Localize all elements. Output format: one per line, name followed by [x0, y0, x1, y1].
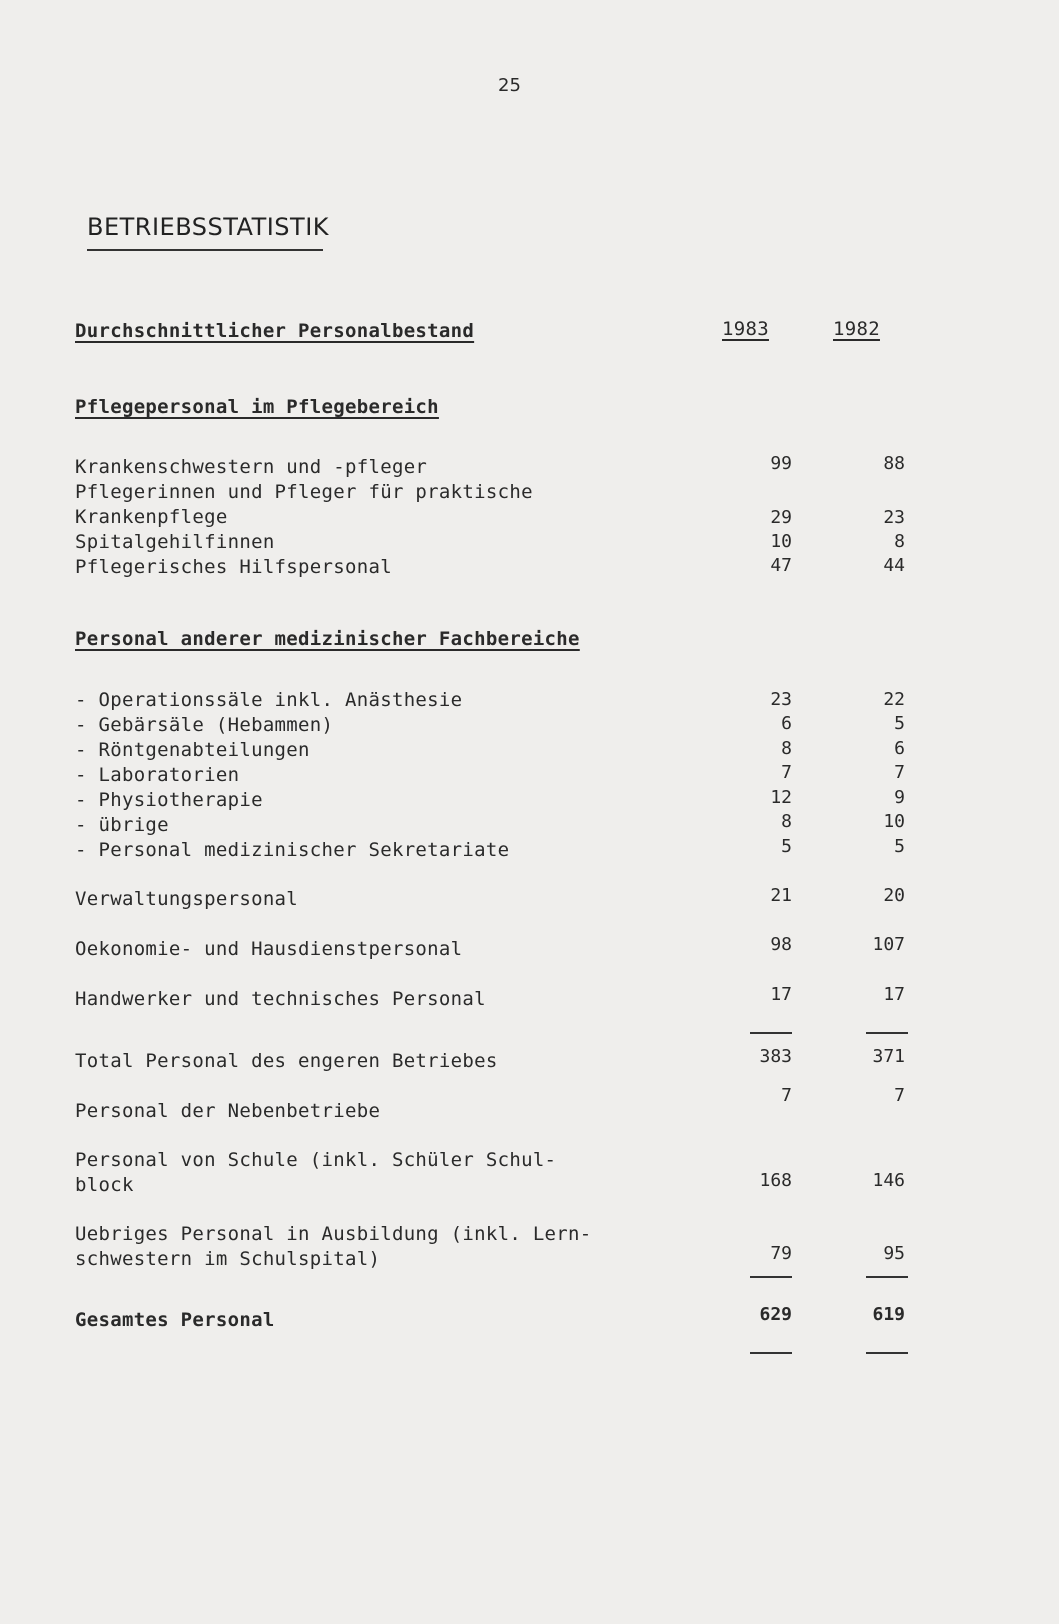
grand-total-rule: [750, 1352, 792, 1354]
row-label: - Physiotherapie: [75, 789, 263, 811]
value-1983: 5: [781, 836, 792, 857]
value-1982: 7: [894, 762, 905, 783]
row-label: - Operationssäle inkl. Anästhesie: [75, 689, 463, 711]
value-1983: 17: [770, 984, 792, 1005]
value-1983: 6: [781, 713, 792, 734]
page-title: BETRIEBSSTATISTIK: [87, 213, 330, 241]
value-1983: 98: [770, 934, 792, 955]
value-1983: 7: [781, 762, 792, 783]
value-1983: 29: [770, 507, 792, 528]
row-label-continued: schwestern im Schulspital): [75, 1248, 381, 1270]
value-1982: 8: [894, 531, 905, 552]
value-1983: 7: [781, 1085, 792, 1106]
row-label: Personal von Schule (inkl. Schüler Schul-: [75, 1149, 557, 1171]
row-label: Krankenschwestern und -pfleger: [75, 456, 428, 478]
year-1983-header: 1983: [722, 318, 769, 340]
row-label: - Laboratorien: [75, 764, 240, 786]
value-1983: 79: [770, 1243, 792, 1264]
value-1983: 10: [770, 531, 792, 552]
table-header-label: Durchschnittlicher Personalbestand: [75, 320, 475, 342]
row-label: Oekonomie- und Hausdienstpersonal: [75, 938, 463, 960]
row-label-continued: Krankenpflege: [75, 506, 228, 528]
row-label: - Röntgenabteilungen: [75, 739, 310, 761]
value-1983: 168: [759, 1170, 792, 1191]
section-heading-medizin: Personal anderer medizinischer Fachbereiche: [75, 628, 580, 650]
row-label: Verwaltungspersonal: [75, 888, 299, 910]
value-1982: 9: [894, 787, 905, 808]
grand-total-label: Gesamtes Personal: [75, 1309, 275, 1331]
total-rule: [750, 1276, 792, 1278]
value-1982: 88: [883, 453, 905, 474]
value-1982: 7: [894, 1085, 905, 1106]
value-1982: 6: [894, 738, 905, 759]
value-1983: 21: [770, 885, 792, 906]
value-1983: 8: [781, 738, 792, 759]
section-heading-pflege: Pflegepersonal im Pflegebereich: [75, 396, 439, 418]
row-label: Handwerker und technisches Personal: [75, 988, 486, 1010]
subtotal-rule: [866, 1032, 908, 1034]
row-label: Uebriges Personal in Ausbildung (inkl. Lern-: [75, 1223, 592, 1245]
value-1982: 5: [894, 713, 905, 734]
total-1982: 371: [872, 1046, 905, 1067]
page-number: 25: [498, 75, 521, 96]
value-1982: 17: [883, 984, 905, 1005]
title-underline: [87, 249, 323, 251]
value-1982: 10: [883, 811, 905, 832]
row-label: - übrige: [75, 814, 169, 836]
total-rule: [866, 1276, 908, 1278]
grand-total-1982: 619: [872, 1304, 905, 1325]
row-label: Pflegerisches Hilfspersonal: [75, 556, 392, 578]
value-1982: 44: [883, 555, 905, 576]
total-label: Total Personal des engeren Betriebes: [75, 1050, 498, 1072]
value-1983: 8: [781, 811, 792, 832]
value-1982: 146: [872, 1170, 905, 1191]
grand-total-rule: [866, 1352, 908, 1354]
value-1983: 23: [770, 689, 792, 710]
row-label: - Personal medizinischer Sekretariate: [75, 839, 510, 861]
value-1982: 23: [883, 507, 905, 528]
value-1982: 107: [872, 934, 905, 955]
row-label: Personal der Nebenbetriebe: [75, 1100, 381, 1122]
value-1982: 95: [883, 1243, 905, 1264]
total-1983: 383: [759, 1046, 792, 1067]
value-1983: 99: [770, 453, 792, 474]
value-1983: 47: [770, 555, 792, 576]
value-1982: 5: [894, 836, 905, 857]
year-1982-header: 1982: [833, 318, 880, 340]
row-label: - Gebärsäle (Hebammen): [75, 714, 334, 736]
subtotal-rule: [750, 1032, 792, 1034]
value-1983: 12: [770, 787, 792, 808]
row-label: Pflegerinnen und Pfleger für praktische: [75, 481, 533, 503]
row-label-continued: block: [75, 1174, 134, 1196]
value-1982: 20: [883, 885, 905, 906]
row-label: Spitalgehilfinnen: [75, 531, 275, 553]
grand-total-1983: 629: [759, 1304, 792, 1325]
value-1982: 22: [883, 689, 905, 710]
